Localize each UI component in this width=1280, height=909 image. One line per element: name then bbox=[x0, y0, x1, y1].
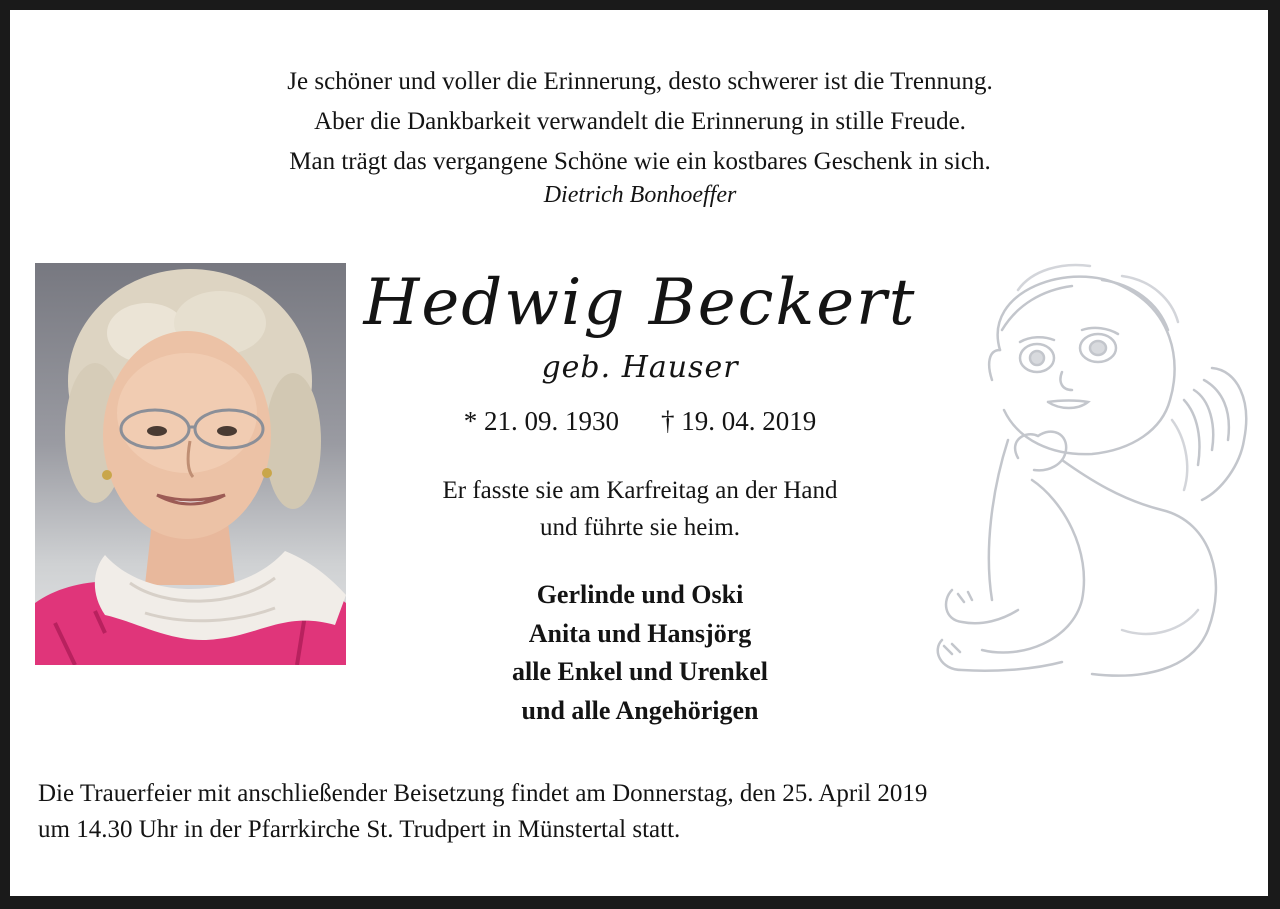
service-line-2: um 14.30 Uhr in der Pfarrkirche St. Trudpert in Münstertal statt. bbox=[38, 816, 681, 843]
verse-line-2: und führte sie heim. bbox=[540, 514, 740, 541]
obituary-notice bbox=[10, 10, 1268, 896]
service-line-1: Die Trauerfeier mit anschließender Beisetzung findet am Donnerstag, den 25. April 2019 bbox=[38, 780, 928, 807]
mourner-line-3: alle Enkel und Urenkel bbox=[512, 657, 768, 686]
birth-date: * 21. 09. 1930 bbox=[463, 406, 619, 436]
funeral-service-info bbox=[38, 776, 1238, 848]
mourner-line-4: und alle Angehörigen bbox=[521, 695, 759, 725]
mourner-line-1: Gerlinde und Oski bbox=[536, 580, 744, 609]
maiden-name: geb. Hauser bbox=[541, 350, 739, 385]
quote-block bbox=[10, 62, 1270, 182]
quote-author: Dietrich Bonhoeffer bbox=[543, 182, 737, 208]
mourners-block bbox=[340, 576, 940, 730]
mourner-line-2: Anita und Hansjörg bbox=[528, 618, 752, 648]
verse-line-1: Er fasste sie am Karfreitag an der Hand bbox=[442, 477, 838, 504]
quote-line-1: Je schöner und voller die Erinnerung, desto schwerer ist die Trennung. bbox=[287, 68, 993, 95]
quote-line-3: Man trägt das vergangene Schöne wie ein kostbares Geschenk in sich. bbox=[289, 148, 991, 175]
angel-drawing bbox=[922, 250, 1252, 685]
deceased-name: Hedwig Beckert bbox=[363, 266, 917, 340]
life-dates bbox=[340, 406, 940, 437]
verse-block bbox=[340, 472, 940, 546]
quote-line-2: Aber die Dankbarkeit verwandelt die Erinnerung in stille Freude. bbox=[314, 108, 966, 135]
death-date: † 19. 04. 2019 bbox=[661, 406, 817, 436]
portrait-photo bbox=[35, 263, 346, 665]
